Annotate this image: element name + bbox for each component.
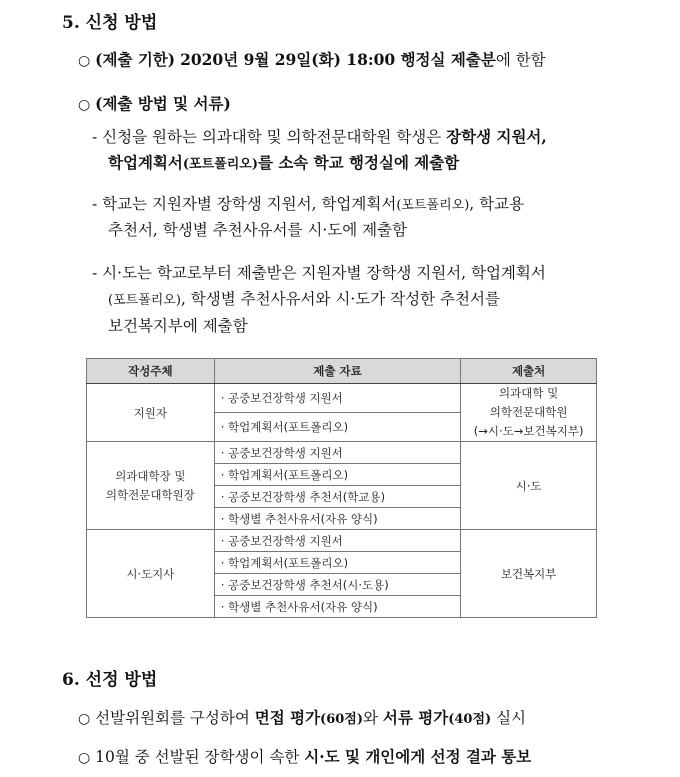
item-3-line-2: [108, 287, 500, 309]
text: - 신청을 원하는 의과대학 및 의학전문대학원 학생은: [92, 128, 447, 146]
text: 10월 중 선발된 장학생이 속한: [95, 748, 305, 766]
bullet-circle: ○: [78, 53, 91, 69]
author-cell: 지원자: [87, 384, 215, 442]
author-cell: [87, 442, 215, 530]
doc-cell: · 학업계획서(포트폴리오): [214, 552, 461, 574]
text: , 학생별 추천사유서와 시·도가 작성한 추천서를: [180, 290, 500, 308]
small-bold-text: (40점): [448, 712, 492, 727]
text: 와: [363, 709, 383, 727]
item-1-line-1: [92, 125, 547, 147]
doc-cell: · 공중보건장학생 추천서(학교용): [214, 486, 461, 508]
section-6-title: 6. 선정 방법: [62, 670, 158, 690]
bold-text: 학업계획서: [108, 153, 183, 172]
doc-cell: · 학생별 추천사유서(자유 양식): [214, 508, 461, 530]
header-docs: 제출 자료: [214, 359, 461, 384]
text: , 학교용: [469, 195, 525, 213]
dest-cell: 시·도: [461, 442, 597, 530]
bullet-circle: ○: [78, 711, 91, 727]
table-row: [87, 442, 597, 464]
section-5-title: 5. 신청 방법: [62, 13, 158, 33]
text: - 학교는 지원자별 장학생 지원서, 학업계획서: [92, 195, 397, 213]
dest-cell: 보건복지부: [461, 530, 597, 618]
item-1-line-2: [108, 151, 459, 173]
text: 실시: [491, 709, 527, 727]
dest-cell: [461, 384, 597, 442]
bold-text: 장학생 지원서,: [446, 127, 547, 146]
small-text: (포트폴리오): [396, 198, 470, 213]
table-row: [87, 530, 597, 552]
item-2-line-2: 추천서, 학생별 추천사유서를 시·도에 제출함: [108, 221, 408, 239]
header-dest: 제출처: [461, 359, 597, 384]
deadline-line: [78, 48, 546, 70]
doc-cell: · 학업계획서(포트폴리오): [214, 464, 461, 486]
item-3-line-3: 보건복지부에 제출함: [108, 317, 248, 335]
deadline-suffix: 에 한함: [495, 51, 546, 69]
author-cell: 시·도지사: [87, 530, 215, 618]
bold-text: 를 소속 학교 행정실에 제출함: [257, 153, 460, 172]
table-row: [87, 384, 597, 413]
small-text: (포트폴리오): [108, 293, 181, 308]
item-2-line-1: [92, 192, 524, 214]
doc-cell: · 학생별 추천사유서(자유 양식): [214, 596, 461, 618]
selection-line-2: [78, 745, 531, 767]
dest-text: 의학전문대학원: [489, 405, 568, 419]
bold-text: 면접 평가: [254, 708, 321, 727]
table-header-row: [87, 359, 597, 384]
dest-text: (→시·도→보건복지부): [473, 424, 584, 438]
bold-text: 서류 평가: [382, 708, 449, 727]
doc-cell: · 공중보건장학생 추천서(시·도용): [214, 574, 461, 596]
docs-label: (제출 방법 및 서류): [95, 94, 231, 113]
selection-line-1: [78, 706, 526, 728]
submission-table: [86, 358, 597, 618]
docs-line: [78, 92, 231, 114]
doc-cell: · 공중보건장학생 지원서: [214, 442, 461, 464]
item-3-line-1: - 시·도는 학교로부터 제출받은 지원자별 장학생 지원서, 학업계획서: [92, 264, 546, 282]
author-text: 의과대학장 및: [115, 468, 186, 483]
deadline-label: (제출 기한): [95, 50, 176, 69]
dest-text: 의과대학 및: [499, 386, 559, 400]
small-bold-text: (60점): [320, 712, 363, 727]
deadline-date: 2020년 9월 29일(화) 18:00 행정실 제출분: [180, 50, 496, 69]
text: 선발위원회를 구성하여: [95, 709, 255, 727]
small-bold-text: (포트폴리오): [182, 157, 258, 172]
author-text: 의학전문대학원장: [105, 487, 195, 502]
bold-text: 시·도 및 개인에게 선정 결과 통보: [304, 747, 532, 766]
doc-cell: · 공중보건장학생 지원서: [214, 384, 461, 413]
doc-cell: · 학업계획서(포트폴리오): [214, 413, 461, 442]
bullet-circle: ○: [78, 750, 91, 766]
header-author: 작성주체: [87, 359, 215, 384]
doc-cell: · 공중보건장학생 지원서: [214, 530, 461, 552]
bullet-circle: ○: [78, 97, 91, 113]
